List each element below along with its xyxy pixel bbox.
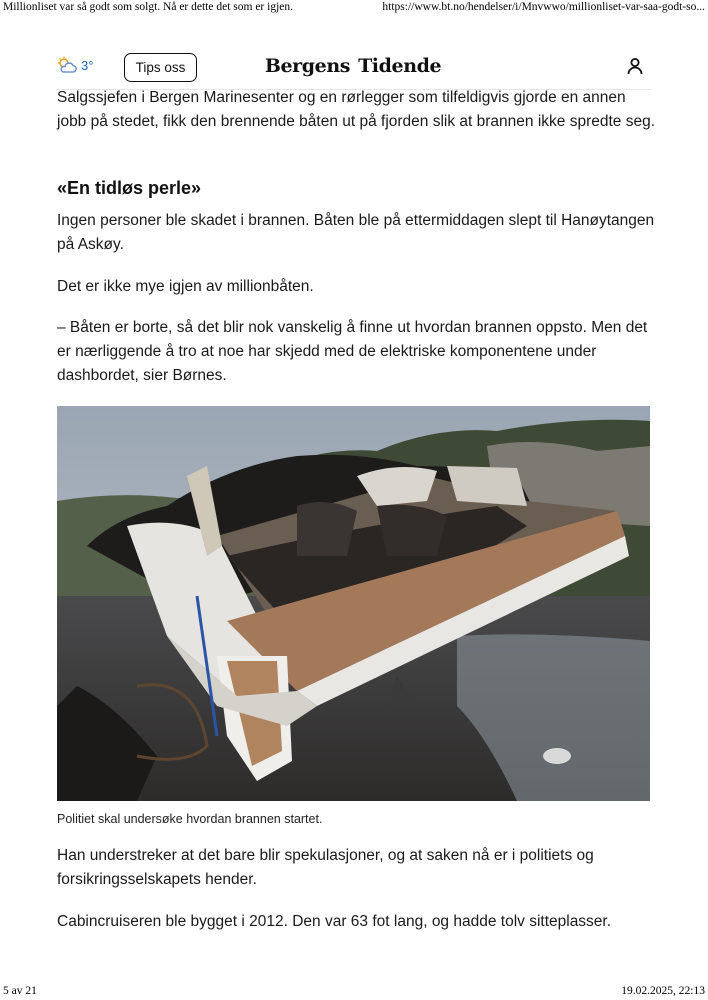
paragraph-no-injuries: Ingen personer ble skadet i brannen. Båten ble på ettermiddagen slept til Hanøytangen på Askøy. bbox=[57, 212, 655, 253]
weather-temperature: 3° bbox=[81, 57, 94, 73]
weather-widget[interactable] bbox=[57, 56, 93, 74]
print-page-number: 5 av 21 bbox=[3, 985, 37, 997]
paragraph-quote: – Båten er borte, så det blir nok vanskelig å finne ut hvordan brannen oppsto. Men det er nærliggende å tro at noe har skjedd med de elektriske komponentene under dashbordet, sier Børnes. bbox=[57, 319, 648, 384]
user-icon[interactable] bbox=[627, 57, 643, 75]
paragraph-speculation: Han understreker at det bare blir spekulasjoner, og at saken nå er i politiets og forsikringsselskapets hender. bbox=[57, 847, 594, 888]
print-title: Millionliset var så godt som solgt. Nå er dette det som er igjen. bbox=[3, 1, 294, 13]
print-footer bbox=[0, 985, 708, 997]
photo-caption: Politiet skal undersøke hvordan brannen startet. bbox=[57, 812, 323, 826]
section-heading: «En tidløs perle» bbox=[57, 178, 202, 198]
burned-boat-photo[interactable] bbox=[57, 406, 650, 801]
print-header bbox=[0, 1, 708, 13]
site-logo[interactable] bbox=[265, 51, 441, 81]
paragraph-built-2012: Cabincruiseren ble bygget i 2012. Den var 63 fot lang, og hadde tolv sitteplasser. bbox=[57, 913, 612, 930]
print-url[interactable]: https://www.bt.no/hendelser/i/Mnvwwo/millionliset-var-saa-godt-so... bbox=[382, 1, 705, 13]
logo-word-left: Bergens bbox=[264, 55, 351, 77]
partly-cloudy-icon bbox=[57, 56, 77, 74]
paragraph-little-left: Det er ikke mye igjen av millionbåten. bbox=[57, 278, 314, 295]
boat-wreck-illustration bbox=[57, 406, 650, 801]
tips-button[interactable]: Tips oss bbox=[124, 53, 197, 82]
paragraph-rescue: Salgssjefen i Bergen Marinesenter og en rørlegger som tilfeldigvis gjorde en annen jobb på stedet, fikk den brennende båten ut på fjorden slik at brannen ikke spredte seg. bbox=[57, 89, 656, 130]
logo-word-right: Tidende bbox=[358, 55, 442, 77]
site-header bbox=[57, 48, 651, 90]
print-datetime: 19.02.2025, 22:13 bbox=[621, 985, 705, 997]
